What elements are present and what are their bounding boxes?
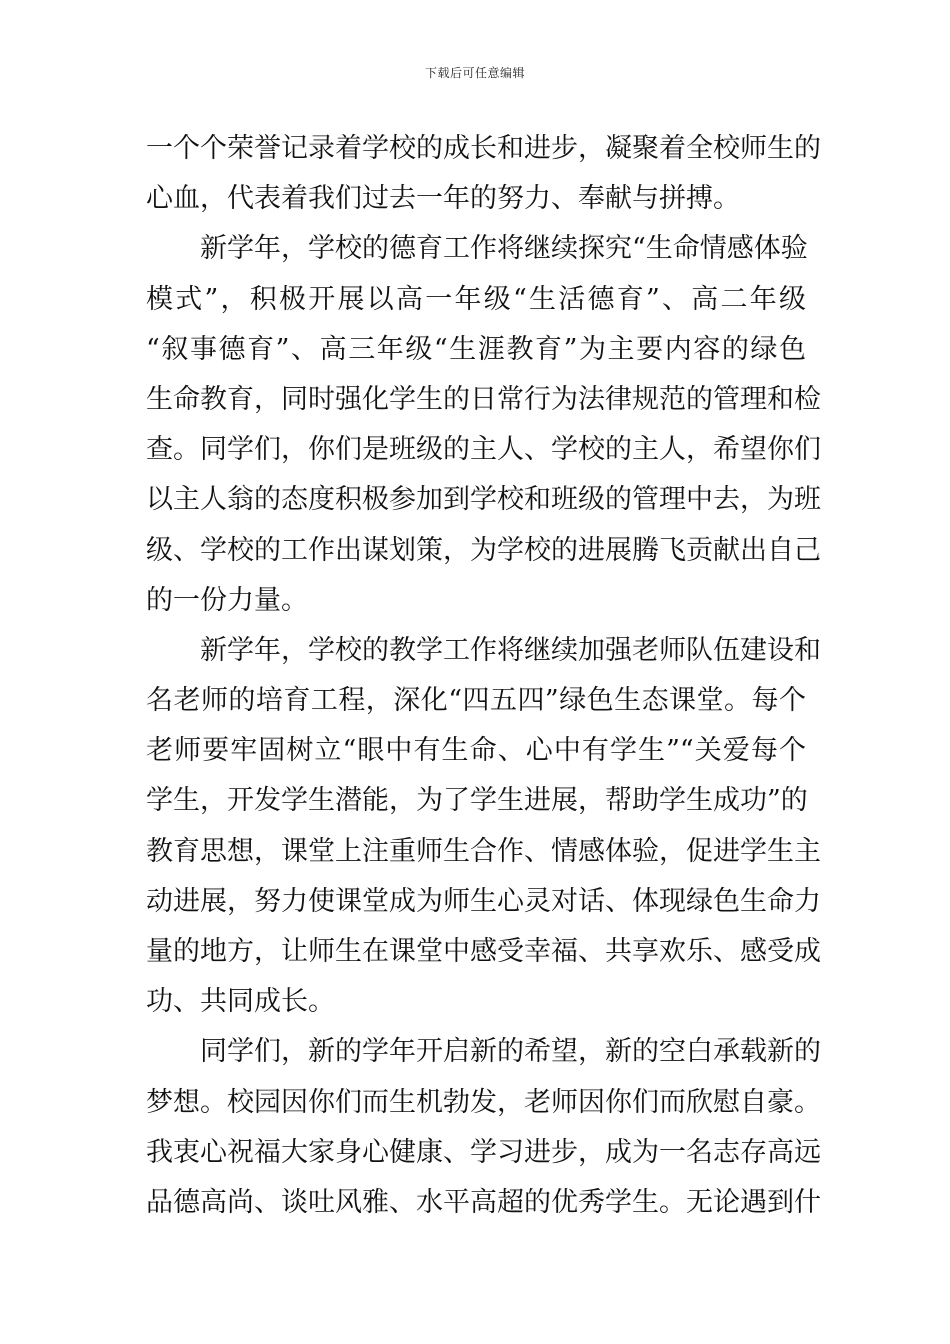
text-line: “叙事德育”、高三年级“生涯教育”为主要内容的绿色	[146, 333, 806, 365]
text-line: 量的地方，让师生在课堂中感受幸福、共享欢乐、感受成	[146, 936, 821, 967]
text-line: 级、学校的工作出谋划策，为学校的进展腾飞贡献出自己	[146, 534, 821, 566]
text-line: 教育思想，课堂上注重师生合作、情感体验，促进学生主	[146, 835, 821, 867]
text-line: 功、共同成长。	[146, 986, 335, 1018]
text-line: 名老师的培育工程，深化“四五四”绿色生态课堂。每个	[146, 685, 806, 717]
text-line: 同学们，新的学年开启新的希望，新的空白承载新的	[200, 1036, 821, 1068]
page-header: 下载后可任意编辑	[424, 66, 525, 80]
paragraph	[146, 1027, 821, 1228]
text-line: 老师要牢固树立“眼中有生命、心中有学生”“关爱每个	[146, 735, 806, 767]
paragraph	[146, 626, 821, 1028]
text-line: 品德高尚、谈吐风雅、水平高超的优秀学生。无论遇到什	[146, 1186, 821, 1218]
paragraph	[146, 224, 821, 626]
text-line: 我衷心祝福大家身心健康、学习进步，成为一名志存高远	[146, 1136, 821, 1168]
text-line: 新学年，学校的德育工作将继续探究“生命情感体验	[200, 233, 808, 265]
paragraph	[146, 124, 821, 224]
text-line: 梦想。校园因你们而生机勃发，老师因你们而欣慰自豪。	[146, 1086, 821, 1118]
text-line: 的一份力量。	[146, 584, 308, 616]
text-line: 以主人翁的态度积极参加到学校和班级的管理中去，为班	[146, 484, 821, 516]
text-line: 查。同学们，你们是班级的主人、学校的主人，希望你们	[146, 434, 821, 466]
text-line: 心血，代表着我们过去一年的努力、奉献与拼搏。	[146, 183, 740, 215]
document-body	[146, 124, 821, 1228]
text-line: 一个个荣誉记录着学校的成长和进步，凝聚着全校师生的	[146, 133, 821, 164]
text-line: 新学年，学校的教学工作将继续加强老师队伍建设和	[200, 634, 821, 666]
text-line: 动进展，努力使课堂成为师生心灵对话、体现绿色生命力	[146, 885, 821, 917]
text-line: 学生，开发学生潜能，为了学生进展，帮助学生成功”的	[146, 785, 808, 817]
text-line: 生命教育，同时强化学生的日常行为法律规范的管理和检	[146, 383, 821, 415]
text-line: 模式”，积极开展以高一年级“生活德育”、高二年级	[146, 283, 806, 315]
